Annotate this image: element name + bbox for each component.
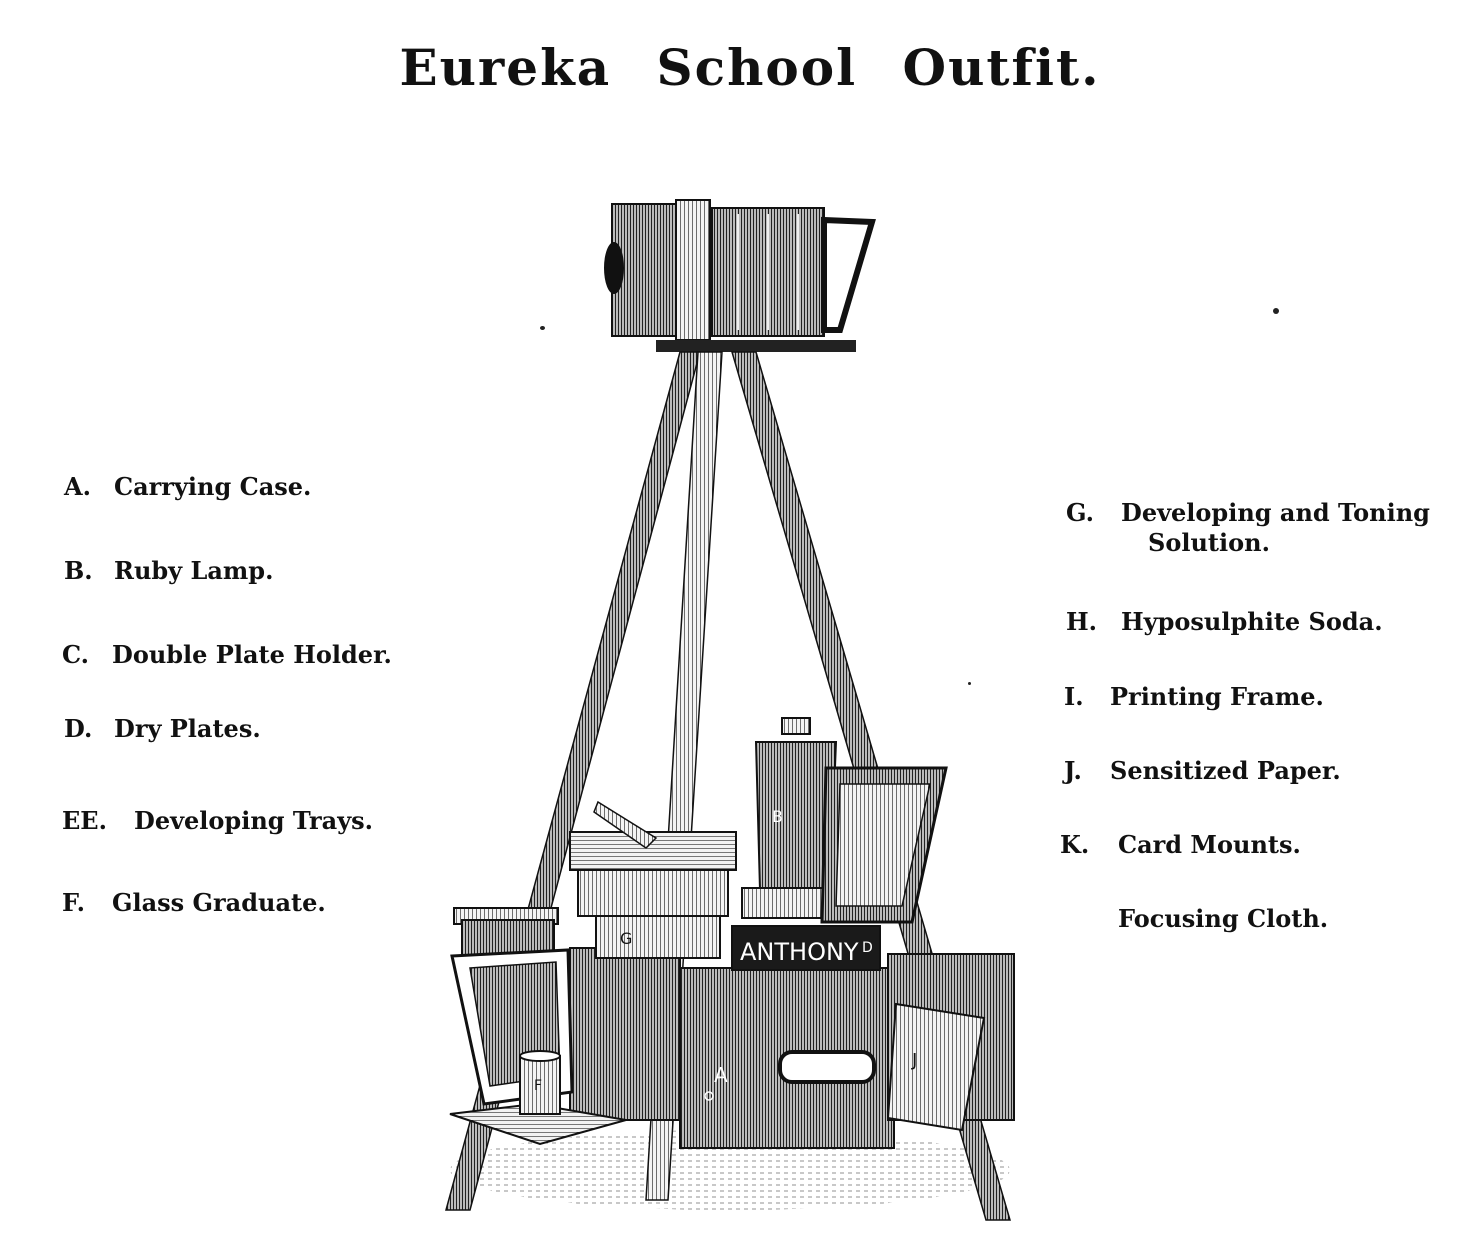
print-speck [968, 682, 971, 685]
graduate-letter: F [534, 1078, 543, 1094]
legend-key: B. [64, 556, 93, 585]
tray-letter: G [620, 929, 633, 948]
legend-item [1066, 607, 1383, 637]
legend-key: A. [64, 472, 91, 501]
legend-item [62, 888, 326, 918]
camera [604, 200, 872, 352]
legend-item [64, 556, 273, 586]
legend-label: Double Plate Holder. [112, 640, 392, 669]
legend-label: Focusing Cloth. [1118, 904, 1329, 933]
legend-label: Dry Plates. [114, 714, 261, 743]
legend-key: EE. [62, 806, 107, 835]
legend-item [1064, 756, 1341, 786]
legend-label: Card Mounts. [1118, 830, 1301, 859]
legend-key: F. [62, 888, 85, 917]
legend-label: Sensitized Paper. [1110, 756, 1341, 785]
card-letter: J [912, 1050, 918, 1071]
lamp-letter: B [772, 807, 783, 826]
legend-item [1064, 682, 1324, 712]
legend-key: C. [62, 640, 90, 669]
legend-key: K. [1060, 830, 1090, 859]
card-mounts [888, 954, 1014, 1130]
legend-key: D. [64, 714, 93, 743]
legend-item [64, 714, 261, 744]
legend-item [1060, 830, 1301, 860]
box-label: ANTHONY [740, 938, 859, 966]
developing-trays [570, 802, 736, 958]
legend-label: Glass Graduate. [112, 888, 326, 917]
legend-label: Carrying Case. [114, 472, 312, 501]
legend-item [1066, 498, 1430, 558]
print-speck [540, 326, 545, 330]
legend-key: J. [1064, 756, 1082, 785]
printing-frame [822, 768, 946, 922]
box-side-letter: D [862, 940, 873, 956]
legend-key: H. [1066, 607, 1098, 636]
legend-label-continuation: Solution. [1148, 528, 1270, 557]
legend-label: Printing Frame. [1110, 682, 1324, 711]
legend-label: Ruby Lamp. [114, 556, 274, 585]
legend-label: Developing and Toning [1121, 498, 1430, 527]
dry-plates-box [732, 926, 880, 970]
legend-key: G. [1066, 498, 1094, 527]
camera-outfit-illustration [420, 190, 1040, 1230]
legend-item [62, 640, 392, 670]
legend-label: Hyposulphite Soda. [1121, 607, 1383, 636]
legend-item [1118, 904, 1328, 934]
page-title: Eureka School Outfit. [399, 38, 1101, 97]
legend-label: Developing Trays. [134, 806, 374, 835]
print-speck [1273, 308, 1279, 314]
legend-item [62, 806, 373, 836]
legend-item [64, 472, 311, 502]
case-letter: A [714, 1063, 728, 1087]
legend-key: I. [1064, 682, 1084, 711]
